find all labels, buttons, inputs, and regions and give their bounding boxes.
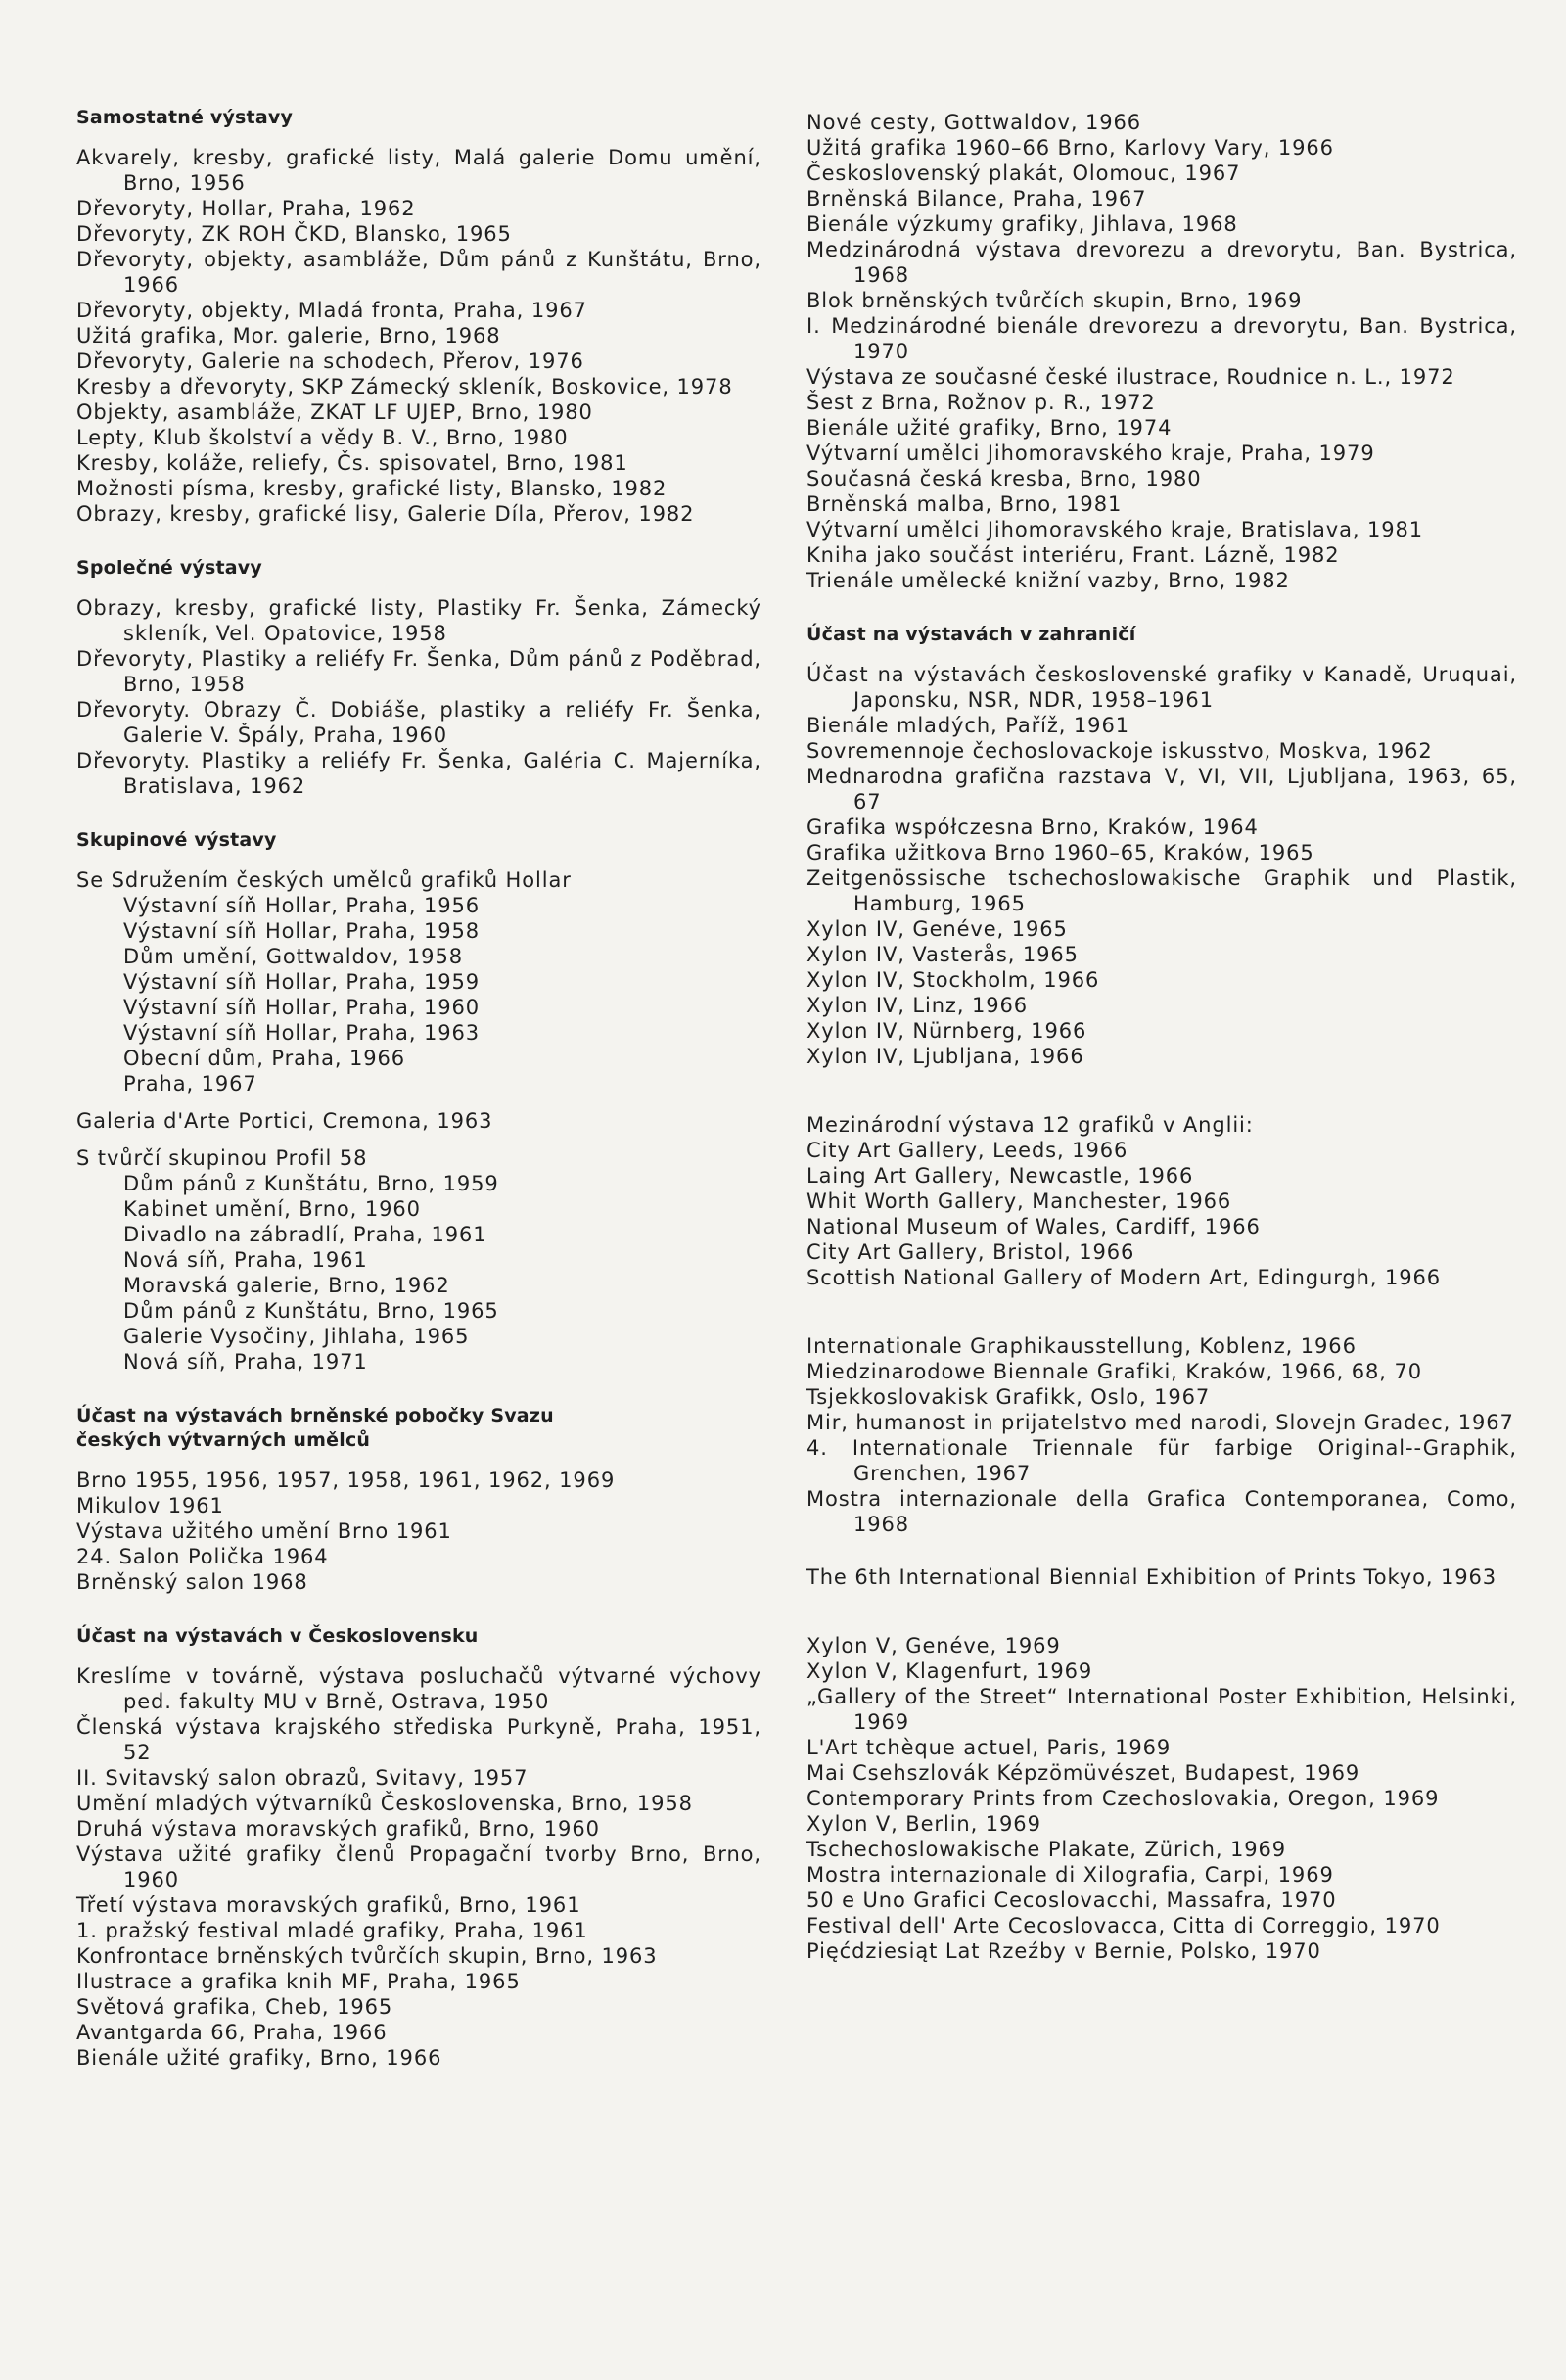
list-item: Brno 1955, 1956, 1957, 1958, 1961, 1962, 1969: [76, 1469, 616, 1492]
section-skupinove-vystavy: [76, 828, 761, 1375]
list-item: Konfrontace brněnských tvůrčích skupin, Brno, 1963: [76, 1944, 658, 1968]
list-item: Xylon V, Genéve, 1969: [806, 1634, 1061, 1657]
list-item: Festival dell' Arte Cecoslovacca, Citta di Correggio, 1970: [806, 1914, 1441, 1937]
list-item: Miedzinarodowe Biennale Grafiki, Kraków, 1966, 68, 70: [806, 1360, 1422, 1383]
list-item: Blok brněnských tvůrčích skupin, Brno, 1969: [806, 289, 1303, 312]
list-item: Mostra internazionale di Xilografia, Carpi, 1969: [806, 1863, 1334, 1887]
list-item: Umění mladých výtvarníků Československa, Brno, 1958: [76, 1792, 693, 1815]
entry-list: [76, 1663, 761, 2071]
list-item: Contemporary Prints from Czechoslovakia, Oregon, 1969: [806, 1787, 1440, 1810]
left-column: [76, 106, 761, 2071]
list-item: Tschechoslowakische Plakate, Zürich, 1969: [806, 1838, 1287, 1861]
list-item: Třetí výstava moravských grafiků, Brno, 1961: [76, 1893, 581, 1917]
section-heading: Skupinové výstavy: [76, 829, 277, 851]
list-item: Whit Worth Gallery, Manchester, 1966: [806, 1190, 1232, 1213]
list-item: Xylon V, Berlin, 1969: [806, 1812, 1041, 1836]
list-item: Členská výstava krajského střediska Purkyně, Praha, 1951, 52: [76, 1715, 761, 1764]
list-item: L'Art tchèque actuel, Paris, 1969: [806, 1736, 1172, 1759]
list-item: Medzinárodná výstava drevorezu a drevorytu, Ban. Bystrica, 1968: [806, 238, 1517, 287]
list-item: Dům pánů z Kunštátu, Brno, 1965: [123, 1299, 499, 1323]
list-item: Xylon IV, Nürnberg, 1966: [806, 1019, 1087, 1043]
list-item: Mir, humanost in prijatelstvo med narodi, Slovejn Gradec, 1967: [806, 1411, 1514, 1434]
section-ceskoslovensko-continued: [806, 110, 1517, 593]
list-item: Dům umění, Gottwaldov, 1958: [123, 945, 463, 968]
entry-list: [76, 145, 761, 527]
section-ceskoslovensko: [76, 1624, 761, 2071]
list-item: Světová grafika, Cheb, 1965: [76, 1995, 393, 2019]
list-item: Nové cesty, Gottwaldov, 1966: [806, 111, 1142, 134]
entry-list: [806, 1564, 1517, 1590]
list-item: Dřevoryty. Obrazy Č. Dobiáše, plastiky a reliéfy Fr. Šenka, Galerie V. Špály, Praha, 1960: [76, 698, 761, 747]
list-item: Laing Art Gallery, Newcastle, 1966: [806, 1164, 1194, 1188]
heading-line: Účast na výstavách brněnské pobočky Svazu: [76, 1405, 554, 1426]
list-item: Grafika współczesna Brno, Kraków, 1964: [806, 816, 1259, 839]
list-item: Moravská galerie, Brno, 1962: [123, 1274, 450, 1297]
list-item: I. Medzinárodné bienále drevorezu a drevorytu, Ban. Bystrica, 1970: [806, 314, 1517, 363]
list-item: Mezinárodní výstava 12 grafiků v Anglii:: [806, 1113, 1254, 1137]
list-item: Bienále výzkumy grafiky, Jihlava, 1968: [806, 212, 1238, 236]
list-item: Avantgarda 66, Praha, 1966: [76, 2021, 388, 2044]
list-item: Kresby a dřevoryty, SKP Zámecký skleník, Boskovice, 1978: [76, 375, 733, 398]
list-item: Výstava užitého umění Brno 1961: [76, 1519, 452, 1543]
list-item: Tsjekkoslovakisk Grafikk, Oslo, 1967: [806, 1385, 1211, 1409]
list-item: Xylon IV, Linz, 1966: [806, 994, 1029, 1017]
list-item: Dřevoryty, objekty, Mladá fronta, Praha, 1967: [76, 299, 587, 322]
list-item: Dřevoryty, Hollar, Praha, 1962: [76, 197, 416, 220]
list-item: City Art Gallery, Leeds, 1966: [806, 1139, 1128, 1162]
list-item: Šest z Brna, Rožnov p. R., 1972: [806, 391, 1156, 414]
list-item: Zeitgenössische tschechoslowakische Graphik und Plastik, Hamburg, 1965: [806, 866, 1517, 915]
list-item: Akvarely, kresby, grafické listy, Malá galerie Domu umění, Brno, 1956: [76, 146, 761, 195]
list-item: Bienále užité grafiky, Brno, 1966: [76, 2046, 442, 2070]
list-item: Užitá grafika 1960–66 Brno, Karlovy Vary, 1966: [806, 136, 1334, 160]
list-item: Československý plakát, Olomouc, 1967: [806, 162, 1241, 185]
right-column: [806, 110, 1517, 1964]
list-item: Mednarodna grafična razstava V, VI, VII, Ljubljana, 1963, 65, 67: [806, 765, 1517, 814]
list-item: 1. pražský festival mladé grafiky, Praha, 1961: [76, 1919, 588, 1942]
entry-list: [806, 110, 1517, 593]
list-item: Kresby, koláže, reliefy, Čs. spisovatel, Brno, 1981: [76, 451, 628, 475]
section-samostatne-vystavy: [76, 106, 761, 527]
list-item: Mikulov 1961: [76, 1494, 224, 1517]
list-item: Internationale Graphikausstellung, Koblenz, 1966: [806, 1334, 1357, 1358]
list-item: Scottish National Gallery of Modern Art, Edingurgh, 1966: [806, 1266, 1442, 1289]
list-item: Kreslíme v továrně, výstava posluchačů výtvarné výchovy ped. fakulty MU v Brně, Ostrava, 1950: [76, 1664, 761, 1713]
list-item: Výtvarní umělci Jihomoravského kraje, Bratislava, 1981: [806, 518, 1424, 541]
list-item: Výstavní síň Hollar, Praha, 1959: [123, 970, 481, 994]
list-item: Galerie Vysočiny, Jihlaha, 1965: [123, 1325, 470, 1348]
list-item: Dřevoryty. Plastiky a reliéfy Fr. Šenka, Galéria C. Majerníka, Bratislava, 1962: [76, 749, 761, 798]
list-item: Xylon IV, Genéve, 1965: [806, 917, 1068, 941]
section-zahranici: [806, 623, 1517, 1964]
heading-line: českých výtvarných umělců: [76, 1429, 371, 1451]
list-item: Možnosti písma, kresby, grafické listy, Blansko, 1982: [76, 477, 668, 500]
list-item: Dům pánů z Kunštátu, Brno, 1959: [123, 1172, 499, 1195]
list-item: Sovremennoje čechoslovackoje iskusstvo, Moskva, 1962: [806, 739, 1433, 763]
list-item: Účast na výstavách československé grafiky v Kanadě, Uruquai, Japonsku, NSR, NDR, 1958–1961: [806, 663, 1517, 712]
section-heading: Společné výstavy: [76, 557, 262, 579]
list-item: Bienále mladých, Paříž, 1961: [806, 714, 1129, 737]
list-item: Výstavní síň Hollar, Praha, 1963: [123, 1021, 481, 1045]
list-item: Výstavní síň Hollar, Praha, 1958: [123, 919, 481, 943]
entry-list: [806, 1633, 1517, 1964]
entry-list: [806, 1112, 1517, 1290]
list-item: Lepty, Klub školství a vědy B. V., Brno, 1980: [76, 426, 569, 449]
list-item: Obecní dům, Praha, 1966: [123, 1047, 406, 1070]
list-item: Praha, 1967: [123, 1072, 257, 1096]
list-item: 4. Internationale Triennale für farbige Original--Graphik, Grenchen, 1967: [806, 1436, 1517, 1485]
list-item: Obrazy, kresby, grafické listy, Plastiky Fr. Šenka, Zámecký skleník, Vel. Opatovice, 1958: [76, 596, 761, 645]
section-heading: Samostatné výstavy: [76, 107, 294, 128]
section-svaz: [76, 1404, 761, 1595]
list-item: Dřevoryty, objekty, asambláže, Dům pánů z Kunštátu, Brno, 1966: [76, 248, 761, 297]
list-item: Xylon IV, Ljubljana, 1966: [806, 1045, 1084, 1068]
list-item: Divadlo na zábradlí, Praha, 1961: [123, 1223, 487, 1246]
entry-list: [76, 1468, 761, 1595]
entry-list: [76, 1171, 761, 1375]
entry-list: [76, 893, 761, 1097]
list-item: Xylon IV, Vasterås, 1965: [806, 943, 1079, 966]
entry-list: [806, 1333, 1517, 1537]
list-item: Dřevoryty, ZK ROH ČKD, Blansko, 1965: [76, 222, 512, 246]
list-item: The 6th International Biennial Exhibition of Prints Tokyo, 1963: [806, 1565, 1497, 1589]
list-item: Dřevoryty, Galerie na schodech, Přerov, 1976: [76, 350, 584, 373]
group-intro: Se Sdružením českých umělců grafiků Hollar: [76, 868, 572, 892]
list-item: Kabinet umění, Brno, 1960: [123, 1197, 421, 1221]
list-item: Bienále užité grafiky, Brno, 1974: [806, 416, 1173, 440]
list-item: Dřevoryty, Plastiky a reliéfy Fr. Šenka, Dům pánů z Poděbrad, Brno, 1958: [76, 647, 761, 696]
entry-list: [806, 662, 1517, 1069]
list-item: Xylon IV, Stockholm, 1966: [806, 968, 1100, 992]
list-item: Nová síň, Praha, 1961: [123, 1248, 368, 1272]
list-item: 24. Salon Polička 1964: [76, 1545, 329, 1568]
list-item: Xylon V, Klagenfurt, 1969: [806, 1659, 1093, 1683]
list-item: Výstava užité grafiky členů Propagační tvorby Brno, Brno, 1960: [76, 1843, 761, 1891]
list-item: National Museum of Wales, Cardiff, 1966: [806, 1215, 1261, 1238]
section-heading: Účast na výstavách v Československu: [76, 1625, 479, 1647]
list-item: Ilustrace a grafika knih MF, Praha, 1965: [76, 1970, 521, 1993]
list-item: Druhá výstava moravských grafiků, Brno, 1960: [76, 1817, 600, 1841]
list-item: Brněnský salon 1968: [76, 1570, 308, 1594]
list-item: Výtvarní umělci Jihomoravského kraje, Praha, 1979: [806, 442, 1375, 465]
section-spolecne-vystavy: [76, 556, 761, 799]
list-item: Grafika užitkova Brno 1960–65, Kraków, 1965: [806, 841, 1314, 864]
list-item: 50 e Uno Grafici Cecoslovacchi, Massafra, 1970: [806, 1889, 1337, 1912]
list-item: Výstavní síň Hollar, Praha, 1960: [123, 996, 481, 1019]
list-item: Brněnská malba, Brno, 1981: [806, 492, 1123, 516]
group-intro: S tvůrčí skupinou Profil 58: [76, 1146, 368, 1170]
list-item: Trienále umělecké knižní vazby, Brno, 1982: [806, 569, 1290, 592]
list-item: Galeria d'Arte Portici, Cremona, 1963: [76, 1109, 493, 1133]
list-item: Objekty, asambláže, ZKAT LF UJEP, Brno, 1980: [76, 400, 593, 424]
list-item: Výstavní síň Hollar, Praha, 1956: [123, 894, 481, 917]
list-item: Současná česká kresba, Brno, 1980: [806, 467, 1202, 490]
list-item: Užitá grafika, Mor. galerie, Brno, 1968: [76, 324, 501, 348]
list-item: Nová síň, Praha, 1971: [123, 1350, 368, 1374]
list-item: Pięćdziesiąt Lat Rzeźby v Bernie, Polsko, 1970: [806, 1939, 1321, 1963]
list-item: Mai Csehszlovák Képzömüvészet, Budapest, 1969: [806, 1761, 1360, 1785]
list-item: Obrazy, kresby, grafické lisy, Galerie Díla, Přerov, 1982: [76, 502, 695, 526]
list-item: City Art Gallery, Bristol, 1966: [806, 1240, 1135, 1264]
section-heading: [76, 1404, 761, 1453]
list-item: Kniha jako součást interiéru, Frant. Lázně, 1982: [806, 543, 1340, 567]
list-item: Výstava ze současné české ilustrace, Roudnice n. L., 1972: [806, 365, 1455, 389]
section-heading: Účast na výstavách v zahraničí: [806, 624, 1136, 645]
list-item: Brněnská Bilance, Praha, 1967: [806, 187, 1147, 210]
entry-list: [76, 595, 761, 799]
list-item: „Gallery of the Street“ International Poster Exhibition, Helsinki, 1969: [806, 1685, 1517, 1734]
list-item: Mostra internazionale della Grafica Contemporanea, Como, 1968: [806, 1487, 1517, 1536]
list-item: II. Svitavský salon obrazů, Svitavy, 1957: [76, 1766, 529, 1790]
